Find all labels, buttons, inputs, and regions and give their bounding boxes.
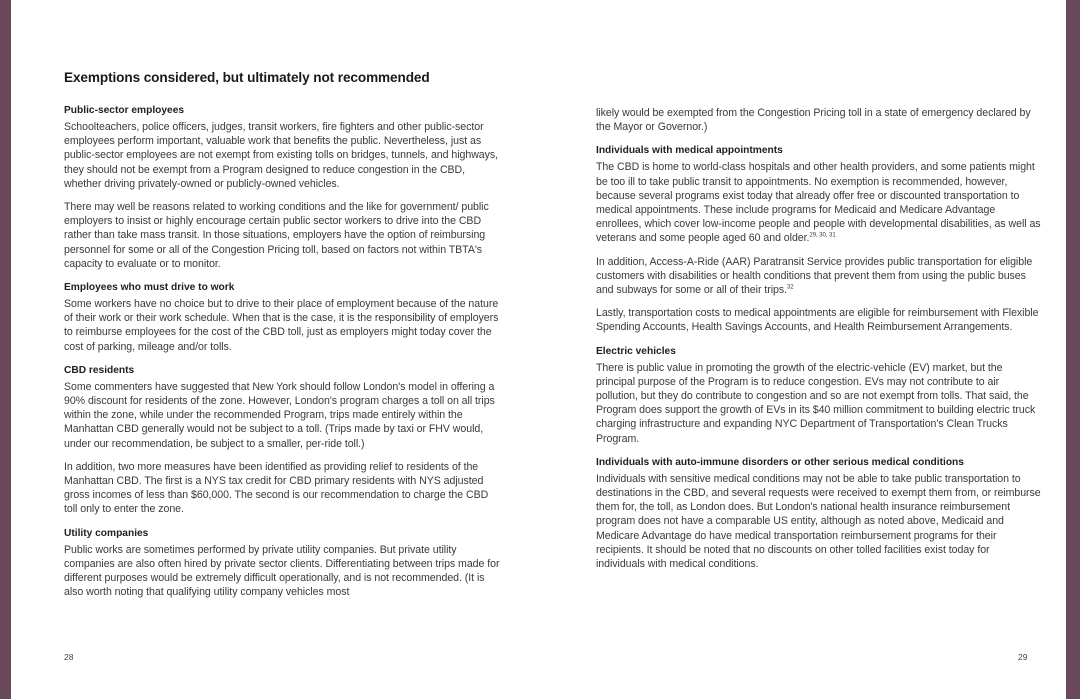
right-column (596, 106, 1041, 581)
paragraph: The CBD is home to world-class hospitals and other health providers, and some patients might be too ill to take public transit to appointments. No exemption is recommended, however, because several programs exist today that already offer free or discounted transportation to medical appointments. These include programs for Medicaid and Medicare Advantage enrollees, which cover low-income people and people with developmental disabilities, as well as veterans and some people aged 60 and older.$^{29, 30, 31}$ (596, 161, 1041, 245)
paragraph: There is public value in promoting the growth of the electric-vehicle (EV) market, but the principal purpose of the Program is to reduce congestion. EVs may not contribute to air pollution, but they do contribute to congestion and so are not exempt from tolls. That said, the Program does support the growth of EVs in its $40 million commitment to building electric truck charging infrastructure and expanding NYC Department of Transportation's Clean Trucks Program. (596, 361, 1036, 445)
section-employees-who-must-drive (64, 281, 504, 354)
paragraph: Individuals with sensitive medical conditions may not be able to take public transportation to destinations in the CBD, and several requests were received to exempt them from, or reimburse them for, the toll, as London does. But London's national health insurance reimbursement program does not have a comparable US entity, although as noted above, Medicaid and Medicare Advantage do have medical transportation reimbursement programs for their recipients. It should be noted that no discounts on other tolled facilities exist today for individuals with medical conditions. (596, 472, 1041, 571)
paragraph: Public works are sometimes performed by private utility companies. But private utility companies are also often hired by private sector clients. Differentiating between trips made for different purposes would be extremely difficult operationally, and is not recommended. (It is also worth noting that qualifying utility company vehicles most (64, 543, 500, 599)
section-heading: Employees who must drive to work (64, 282, 235, 294)
section-heading: Public-sector employees (64, 105, 185, 116)
document-spread (11, 0, 1066, 699)
paragraph: There may well be reasons related to working conditions and the like for government/ public employers to insist or highly encourage certain public sector workers to drive into the CBD rather than take mass transit. In those situations, employers have the option of reimbursing personnel for some or all of the Congestion Pricing toll, based on factors not within TBTA's capacity to evaluate or to monitor. (64, 201, 489, 270)
footnote-ref[interactable]: 32 (786, 284, 794, 291)
page-28 (64, 0, 504, 699)
section-medical-appointments (596, 144, 1041, 334)
section-heading: Individuals with medical appointments (596, 145, 783, 157)
section-public-sector-employees (64, 104, 504, 271)
paragraph: Some workers have no choice but to drive to their place of employment because of the nature of their work or their work schedule. When that is the case, it is the responsibility of employers to reimburse employees for the cost of the CBD toll, just as employers might today cover the cost of parking, mileage and/or tolls. (64, 298, 499, 353)
section-utility-companies (64, 527, 504, 600)
footnote-ref[interactable]: 29, 30, 31 (809, 232, 836, 239)
section-cbd-residents (64, 364, 504, 517)
paragraph: In addition, Access-A-Ride (AAR) Paratransit Service provides public transportation for eligible customers with disabilities or health conditions that prevent them from using the public buses and subways for some or all of their trips.$^{32}$ (596, 255, 1033, 297)
section-auto-immune-disorders (596, 456, 1041, 571)
section-heading: Individuals with auto-immune disorders or other serious medical conditions (596, 456, 964, 468)
paragraph: Lastly, transportation costs to medical appointments are eligible for reimbursement with Flexible Spending Accounts, Health Savings Accounts, and Health Reimbursement Arrangements. (596, 307, 1039, 334)
section-electric-vehicles (596, 345, 1041, 446)
paragraph: In addition, two more measures have been identified as providing relief to residents of the Manhattan CBD. The first is a NYS tax credit for CBD primary residents with NYS adjusted gross incomes of less than $60,000. The second is our recommendation to charge the CBD toll only to enter the zone. (64, 460, 489, 516)
paragraph: likely would be exempted from the Congestion Pricing toll in a state of emergency declared by the Mayor or Governor.) (596, 107, 1031, 134)
section-heading: Electric vehicles (596, 345, 676, 357)
page-number: 28 (64, 652, 74, 662)
page-title: Exemptions considered, but ultimately not recommended (64, 70, 430, 85)
page-29 (596, 0, 1041, 699)
paragraph: Some commenters have suggested that New York should follow London's model in offering a 90% discount for residents of the zone. However, London's program charges a toll on all trips within the zone, while under the recommended Program, trips made entirely within the Manhattan CBD generally would not be subject to a toll. (Trips made by taxi or FHV would, under our recommendation, be subject to a smaller, per-ride toll.) (64, 380, 495, 450)
page-number: 29 (1018, 652, 1028, 662)
left-column (64, 104, 504, 609)
paragraph: Schoolteachers, police officers, judges, transit workers, fire fighters and other public-sector employees perform important, valuable work that benefits the public. Nevertheless, just as public-sector employees are not exempt from existing tolls on bridges, tunnels, and highways, they should not be exempt from a Program designed to reduce congestion in the CBD, whether driving privately-owned or publicly-owned vehicles. (64, 121, 499, 190)
section-heading: CBD residents (64, 364, 135, 376)
section-heading: Utility companies (64, 527, 149, 539)
continued-text (596, 106, 1041, 134)
